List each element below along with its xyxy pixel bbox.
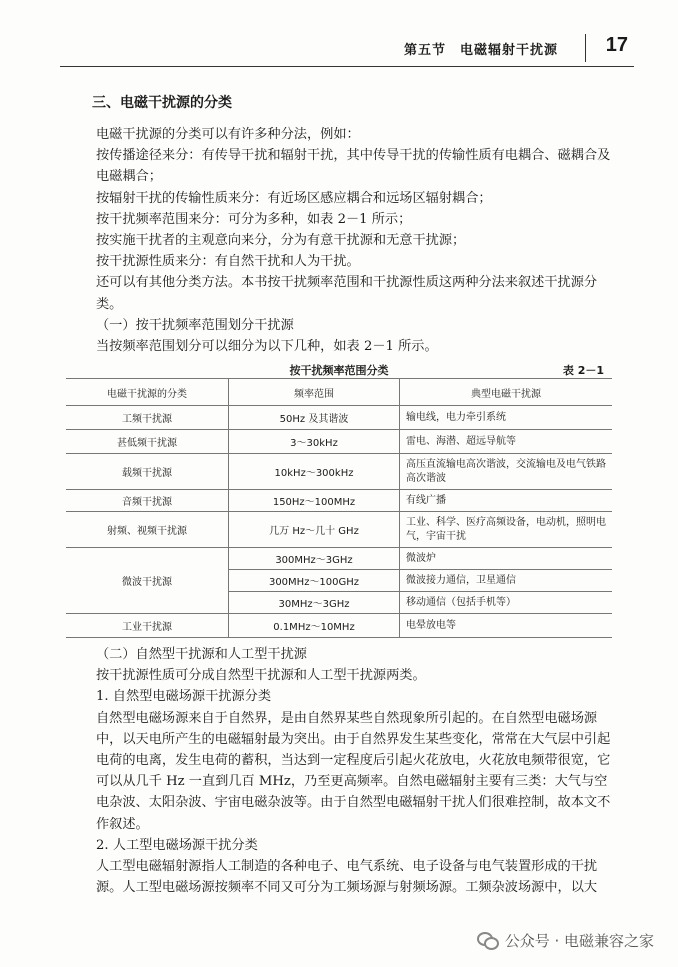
table-cell: 30MHz～3GHz <box>229 592 400 614</box>
subsection-title: （二）自然型干扰源和人工型干扰源 <box>96 647 307 662</box>
table-cell: 高压直流输电高次谐波，交流输电及电气铁路高次谐波 <box>400 454 613 490</box>
table-cell: 50Hz 及其谐波 <box>229 406 400 430</box>
section-title: 三、电磁干扰源的分类 <box>92 95 232 111</box>
table-cell: 工业、科学、医疗高频设备，电动机，照明电气，宇宙干扰 <box>400 512 613 548</box>
table-row <box>66 548 612 570</box>
item-title: 2. 人工型电磁场源干扰分类 <box>96 837 258 853</box>
table-cell: 几万 Hz～几十 GHz <box>229 512 400 548</box>
table-cell: 微波炉 <box>400 548 613 570</box>
table-cell: 10kHz～300kHz <box>229 454 400 490</box>
paragraph: 电磁干扰源的分类可以有许多种分法，例如： <box>96 127 360 142</box>
table-cell: 300MHz～3GHz <box>229 548 400 570</box>
paragraph: 按实施干扰者的主观意向来分，分为有意干扰源和无意干扰源； <box>96 233 466 249</box>
table-cell: 3～30kHz <box>229 430 400 454</box>
table-row <box>66 512 612 548</box>
running-header: 第五节 电磁辐射干扰源 <box>403 43 558 58</box>
page-number: 17 <box>605 34 628 56</box>
table-number: 表 2－1 <box>562 364 604 377</box>
table-row <box>66 454 612 490</box>
page-header <box>60 30 634 67</box>
table-cell: 电晕放电等 <box>400 614 613 638</box>
header-divider <box>585 34 586 62</box>
paragraph: 还可以有其他分类方法。本书按干扰频率范围和干扰源性质这两种分法来叙述干扰源分类。 <box>96 275 598 312</box>
subsection-title: （一）按干扰频率范围划分干扰源 <box>96 317 294 333</box>
table-cell: 有线广播 <box>400 490 613 512</box>
table-cell: 输电线，电力牵引系统 <box>400 406 613 430</box>
table-row <box>66 406 612 430</box>
wechat-icon <box>477 932 499 950</box>
table-caption <box>66 360 612 380</box>
item-title: 1. 自然型电磁场源干扰源分类 <box>96 689 272 705</box>
paragraph: 按干扰频率范围来分：可分为多种，如表 2－1 所示； <box>96 211 412 227</box>
column-header: 电磁干扰源的分类 <box>66 379 229 406</box>
table-cell: 甚低频干扰源 <box>66 430 229 454</box>
paragraph: 自然型电磁场源来自于自然界，是由自然界某些自然现象所引起的。在自然型电磁场源中，以天电所产生的电磁辐射最为突出。由于自然界发生某些变化，常常在大气层中引起电荷的电离，发生电荷的蓄积，当达到一定程度后引起火花放电，火花放电频带很宽，它可以从几千 Hz 一直到几百 MHz，乃至更高频率。自然电磁辐射主要有三类：大气与空电杂波、太阳杂波、宇宙电磁杂波等。由于自然型电磁辐射干扰人们很难控制，故本文不作叙述。 <box>96 710 611 832</box>
table-cell: 载频干扰源 <box>66 454 229 490</box>
watermark <box>477 930 654 951</box>
column-header: 频率范围 <box>229 379 400 406</box>
paragraph: 按干扰源性质来分：有自然干扰和人为干扰。 <box>96 254 360 270</box>
table-cell: 射频、视频干扰源 <box>66 512 229 548</box>
table-cell: 工频干扰源 <box>66 406 229 430</box>
table-header-row <box>66 379 612 406</box>
table-cell: 0.1MHz～10MHz <box>229 614 400 638</box>
table-title: 按干扰频率范围分类 <box>289 364 389 377</box>
table-cell: 雷电、海潜、超远导航等 <box>400 430 613 454</box>
lower-content <box>96 644 616 898</box>
table-row <box>66 430 612 454</box>
column-header: 典型电磁干扰源 <box>400 379 613 406</box>
table-cell: 工业干扰源 <box>66 614 229 638</box>
paragraph: 按辐射干扰的传输性质来分：有近场区感应耦合和远场区辐射耦合； <box>96 190 492 206</box>
table-cell: 微波接力通信，卫星通信 <box>400 570 613 592</box>
table-row <box>66 490 612 512</box>
table-row <box>66 614 612 638</box>
table-cell: 300MHz～100GHz <box>229 570 400 592</box>
paragraph: 人工型电磁辐射源指人工制造的各种电子、电气系统、电子设备与电气装置形成的干扰源。人工型电磁场源按频率不同又可分为工频场源与射频场源。工频杂波场源中，以大 <box>96 859 598 896</box>
frequency-table <box>66 378 612 638</box>
table-cell: 音频干扰源 <box>66 490 229 512</box>
paragraph: 当按频率范围划分可以细分为以下几种，如表 2－1 所示。 <box>96 339 438 355</box>
table-cell: 移动通信（包括手机等） <box>400 592 613 614</box>
paragraph: 按干扰源性质可分成自然型干扰源和人工型干扰源两类。 <box>96 668 426 684</box>
table-cell: 微波干扰源 <box>66 548 229 614</box>
watermark-text: 公众号 · 电磁兼容之家 <box>504 932 654 950</box>
table-cell: 150Hz～100MHz <box>229 490 400 512</box>
main-content <box>92 92 616 357</box>
paragraph: 按传播途径来分：有传导干扰和辐射干扰，其中传导干扰的传输性质有电耦合、磁耦合及电磁耦合； <box>96 148 611 185</box>
